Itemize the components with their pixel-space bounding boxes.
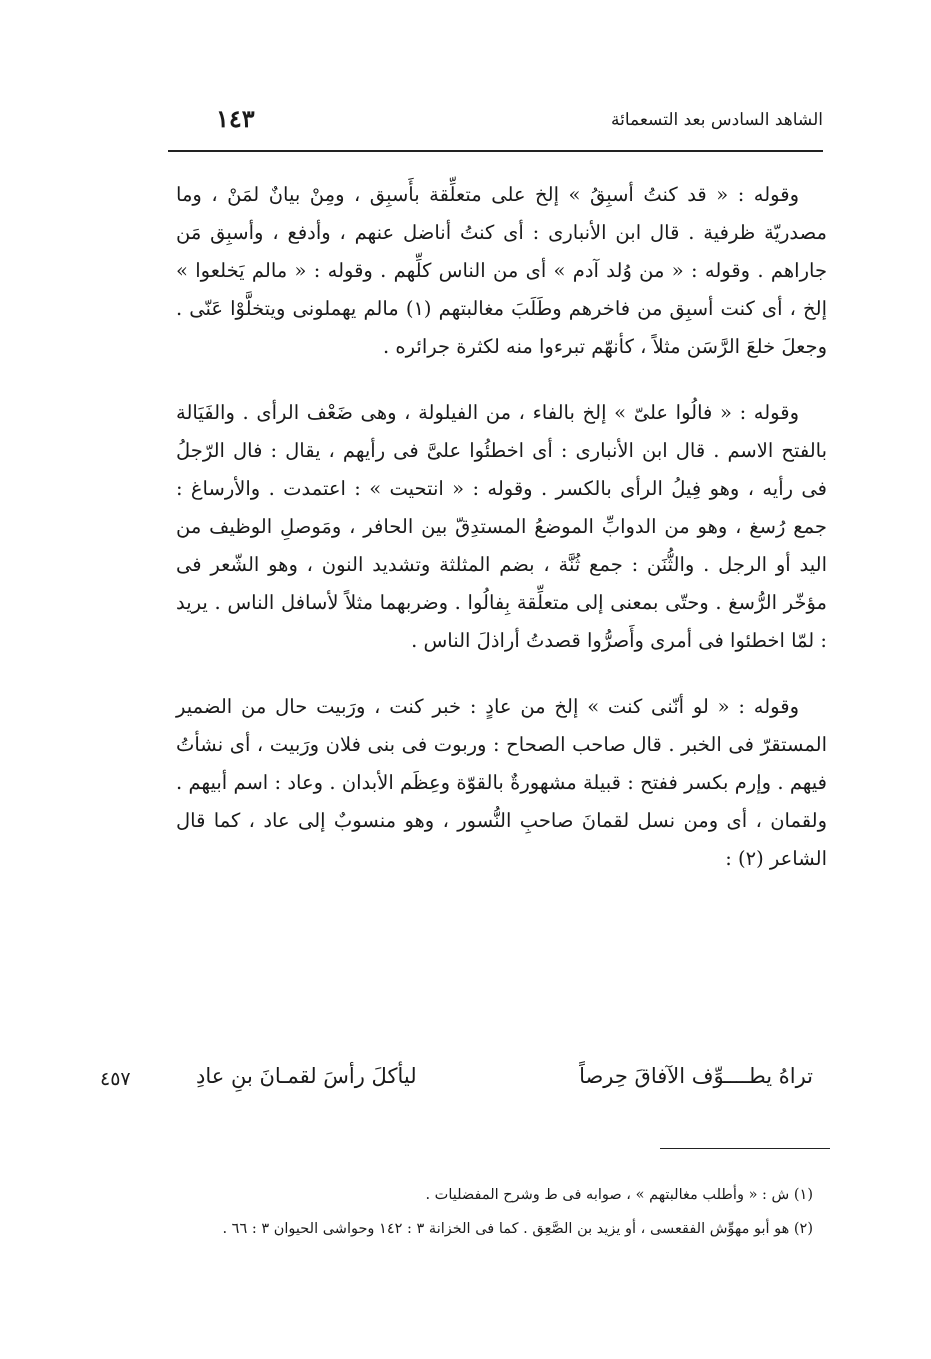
- running-title: الشاهد السادس بعد التسعمائة: [610, 110, 823, 130]
- paragraph-2: وقوله : « فالُوا علىّ » إلخ بالفاء ، من الفيلولة ، وهى ضَعْف الرأى . والفَيَالة بالفتح الاسم . قال ابن الأنبارى : أى اخطئُوا علىَّ فى رأيهم ، يقال : فال الرّجلُ فى رأيه ، وهو فِيلُ الرأى بالكسر . وقوله : « انتحيت » : اعتمدت . والأرساغ : جمع رُسغ ، وهو من الدوابِّ الموضعُ المستدِقّ بين الحافر ، ومَوصلِ الوظيف من اليد أو الرجل . والثُّنَن : جمع ثُنَّة ، بضم المثلثة وتشديد النون ، وهو الشّعر فى مؤخّر الرُّسغ . وحتّى بمعنى إلى متعلِّقة بِفالُوا . وضربهما مثلاً لأسافل الناس . يريد : لمّا اخطئوا فى أمرى وأَصرُّوا قصدتُ أراذلَ الناس .: [176, 401, 827, 652]
- verse-margin-number: ٤٥٧: [100, 1068, 131, 1090]
- main-text: [176, 176, 827, 906]
- footnote-1: (١) ش : « وأطلب مغالبتهم » ، صوابه فى ط وشرح المفضليات .: [425, 1187, 813, 1203]
- verse-first-hemistich: تراهُ يطــــوِّف الآفاقَ حِرصاً: [579, 1064, 813, 1088]
- header-divider: [168, 150, 823, 152]
- poetry-verse: [196, 1064, 813, 1104]
- verse-second-hemistich: ليأكلَ رأسَ لقمـانَ بنِ عادِ: [196, 1064, 417, 1088]
- footnotes: [150, 1178, 813, 1246]
- page-number: ١٤٣: [216, 104, 255, 133]
- page-header: [168, 104, 823, 144]
- paragraph-1: وقوله : « قد كنتُ أسبِقُ » إلخ على متعلِّقة بأَسبِق ، ومِنْ بيانٌ لمَنْ ، وما مصدريّة ظرفية . قال ابن الأنبارى : أى كنتُ أناضل عنهم ، وأدفع ، وأسبِق مَن جاراهم . وقوله : « من وُلد آدم » أى من الناس كلِّهم . وقوله : « مالم يَخلعوا » إلخ ، أى كنت أسبِق من فاخرهم وطَلَبَ مغالبتهم (١) مالم يهملونى ويتخلَّوْا عَنّى . وجعلَ خلعَ الرَّسَن مثلاً ، كأنهّم تبرءوا منه لكثرة جرائره .: [176, 183, 827, 358]
- paragraph-3: وقوله : « لو أنّنى كنت » إلخ من عادٍ : خبر كنت ، ورَبيت حال من الضمير المستقرّ فى الخبر . قال صاحب الصحاح : وربوت فى بنى فلان ورَبيت ، أى نشأتُ فيهم . وإرم بكسر ففتح : قبيلة مشهورةٌ بالقوّة وعِظَم الأبدان . وعاد : اسم أبيهم . ولقمان ، أى ومن نسل لقمانَ صاحبِ النُّسور ، وهو منسوبٌ إلى عاد ، كما قال الشاعر (٢) :: [176, 695, 827, 870]
- footnote-2: (٢) هو أبو مهوِّش الفقعسى ، أو يزيد بن الصَّعِق . كما فى الخزانة ٣ : ١٤٢ وحواشى الحيوان ٣ : ٦٦ .: [222, 1221, 813, 1237]
- footnote-divider: [660, 1148, 830, 1149]
